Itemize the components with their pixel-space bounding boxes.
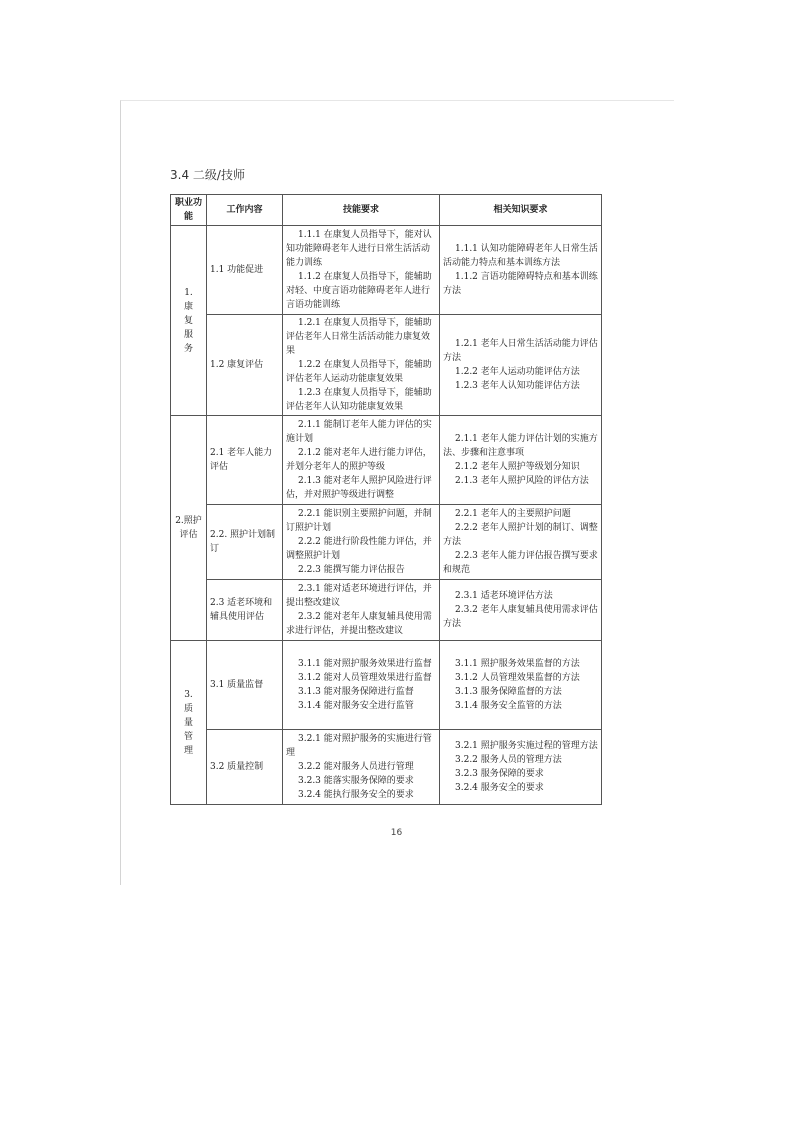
skill-item: 1.1.1 在康复人员指导下，能对认知功能障碍老年人进行日常生活活动能力训练 xyxy=(286,230,432,268)
skill-requirements-cell xyxy=(283,641,440,730)
function-label: 2.照护评估 xyxy=(175,516,202,540)
skill-item: 1.2.1 在康复人员指导下，能辅助评估老年人日常生活活动能力康复效果 xyxy=(286,318,432,356)
header-skill-requirements: 技能要求 xyxy=(283,195,440,226)
skill-requirements-cell xyxy=(283,226,440,315)
knowledge-item: 1.2.3 老年人认知功能评估方法 xyxy=(455,381,580,391)
knowledge-item: 3.2.3 服务保障的要求 xyxy=(455,769,544,779)
function-cell xyxy=(171,416,207,641)
table-row xyxy=(171,730,602,805)
work-content-cell: 2.1 老年人能力评估 xyxy=(207,416,283,505)
skill-requirements-cell xyxy=(283,315,440,416)
function-label: 1.康复服务 xyxy=(183,287,193,354)
knowledge-item: 2.1.3 老年人照护风险的评估方法 xyxy=(455,476,589,486)
skill-item: 2.2.3 能撰写能力评估报告 xyxy=(298,565,405,575)
knowledge-item: 2.1.2 老年人照护等级划分知识 xyxy=(455,462,580,472)
skills-standard-table xyxy=(170,194,602,805)
knowledge-item: 3.1.1 照护服务效果监督的方法 xyxy=(455,659,580,669)
work-content-cell: 2.2. 照护计划制订 xyxy=(207,505,283,580)
knowledge-item: 1.1.2 言语功能障碍特点和基本训练方法 xyxy=(443,272,598,296)
table-row xyxy=(171,580,602,641)
skill-item: 3.1.4 能对服务安全进行监管 xyxy=(298,701,414,711)
skill-item: 2.3.2 能对老年人康复辅具使用需求进行评估，并提出整改建议 xyxy=(286,612,432,636)
knowledge-requirements-cell xyxy=(440,641,602,730)
knowledge-item: 2.3.2 老年人康复辅具使用需求评估方法 xyxy=(443,605,598,629)
function-label: 3.质量管理 xyxy=(183,689,193,756)
work-content-cell: 3.1 质量监督 xyxy=(207,641,283,730)
knowledge-item: 2.2.3 老年人能力评估报告撰写要求和规范 xyxy=(443,551,598,575)
knowledge-item: 3.1.2 人员管理效果监督的方法 xyxy=(455,673,580,683)
knowledge-requirements-cell xyxy=(440,416,602,505)
work-content-cell: 1.2 康复评估 xyxy=(207,315,283,416)
header-knowledge-requirements: 相关知识要求 xyxy=(440,195,602,226)
skill-item: 2.1.2 能对老年人进行能力评估，并划分老年人的照护等级 xyxy=(286,448,432,472)
skill-item: 3.1.3 能对服务保障进行监督 xyxy=(298,687,414,697)
knowledge-item: 2.3.1 适老环境评估方法 xyxy=(455,591,553,601)
knowledge-requirements-cell xyxy=(440,315,602,416)
skill-requirements-cell xyxy=(283,580,440,641)
skill-item: 2.2.1 能识别主要照护问题，并制订照护计划 xyxy=(286,509,432,533)
work-content-cell: 3.2 质量控制 xyxy=(207,730,283,805)
header-work-content: 工作内容 xyxy=(207,195,283,226)
table-row xyxy=(171,641,602,730)
skill-item: 3.2.1 能对照护服务的实施进行管理 xyxy=(286,734,432,758)
skill-requirements-cell xyxy=(283,416,440,505)
skill-item: 2.1.1 能制订老年人能力评估的实施计划 xyxy=(286,420,432,444)
table-row xyxy=(171,315,602,416)
skill-item: 2.3.1 能对适老环境进行评估，并提出整改建议 xyxy=(286,584,432,608)
function-cell xyxy=(171,641,207,805)
knowledge-requirements-cell xyxy=(440,505,602,580)
skill-item: 3.1.2 能对人员管理效果进行监督 xyxy=(298,673,432,683)
skill-item: 3.2.4 能执行服务安全的要求 xyxy=(298,790,414,800)
skill-item: 3.2.2 能对服务人员进行管理 xyxy=(298,762,414,772)
table-row xyxy=(171,416,602,505)
table-header-row xyxy=(171,195,602,226)
work-content-cell: 2.3 适老环境和辅具使用评估 xyxy=(207,580,283,641)
knowledge-item: 1.1.1 认知功能障碍老年人日常生活活动能力特点和基本训练方法 xyxy=(443,244,598,268)
skill-item: 1.1.2 在康复人员指导下，能辅助对轻、中度言语功能障碍老年人进行言语功能训练 xyxy=(286,272,432,310)
page-number: 16 xyxy=(390,828,403,838)
knowledge-item: 1.2.1 老年人日常生活活动能力评估方法 xyxy=(443,339,598,363)
skill-item: 1.2.2 在康复人员指导下，能辅助评估老年人运动功能康复效果 xyxy=(286,360,432,384)
knowledge-item: 3.1.4 服务安全监管的方法 xyxy=(455,701,562,711)
knowledge-item: 3.2.4 服务安全的要求 xyxy=(455,783,544,793)
skill-item: 3.2.3 能落实服务保障的要求 xyxy=(298,776,414,786)
knowledge-item: 2.1.1 老年人能力评估计划的实施方法、步骤和注意事项 xyxy=(443,434,598,458)
header-function: 职业功能 xyxy=(171,195,207,226)
skill-item: 2.1.3 能对老年人照护风险进行评估，并对照护等级进行调整 xyxy=(286,476,432,500)
knowledge-item: 2.2.1 老年人的主要照护问题 xyxy=(455,509,571,519)
knowledge-requirements-cell xyxy=(440,226,602,315)
section-title: 3.4 二级/技师 xyxy=(170,168,245,182)
skill-requirements-cell xyxy=(283,730,440,805)
skill-requirements-cell xyxy=(283,505,440,580)
table-row xyxy=(171,226,602,315)
knowledge-item: 3.2.2 服务人员的管理方法 xyxy=(455,755,562,765)
knowledge-requirements-cell xyxy=(440,730,602,805)
knowledge-item: 3.1.3 服务保障监督的方法 xyxy=(455,687,562,697)
knowledge-item: 1.2.2 老年人运动功能评估方法 xyxy=(455,367,580,377)
skill-item: 1.2.3 在康复人员指导下，能辅助评估老年人认知功能康复效果 xyxy=(286,388,432,412)
knowledge-item: 2.2.2 老年人照护计划的制订、调整方法 xyxy=(443,523,598,547)
knowledge-requirements-cell xyxy=(440,580,602,641)
skill-item: 2.2.2 能进行阶段性能力评估，并调整照护计划 xyxy=(286,537,432,561)
knowledge-item: 3.2.1 照护服务实施过程的管理方法 xyxy=(455,741,598,751)
function-cell xyxy=(171,226,207,416)
work-content-cell: 1.1 功能促进 xyxy=(207,226,283,315)
skill-item: 3.1.1 能对照护服务效果进行监督 xyxy=(298,659,432,669)
table-row xyxy=(171,505,602,580)
